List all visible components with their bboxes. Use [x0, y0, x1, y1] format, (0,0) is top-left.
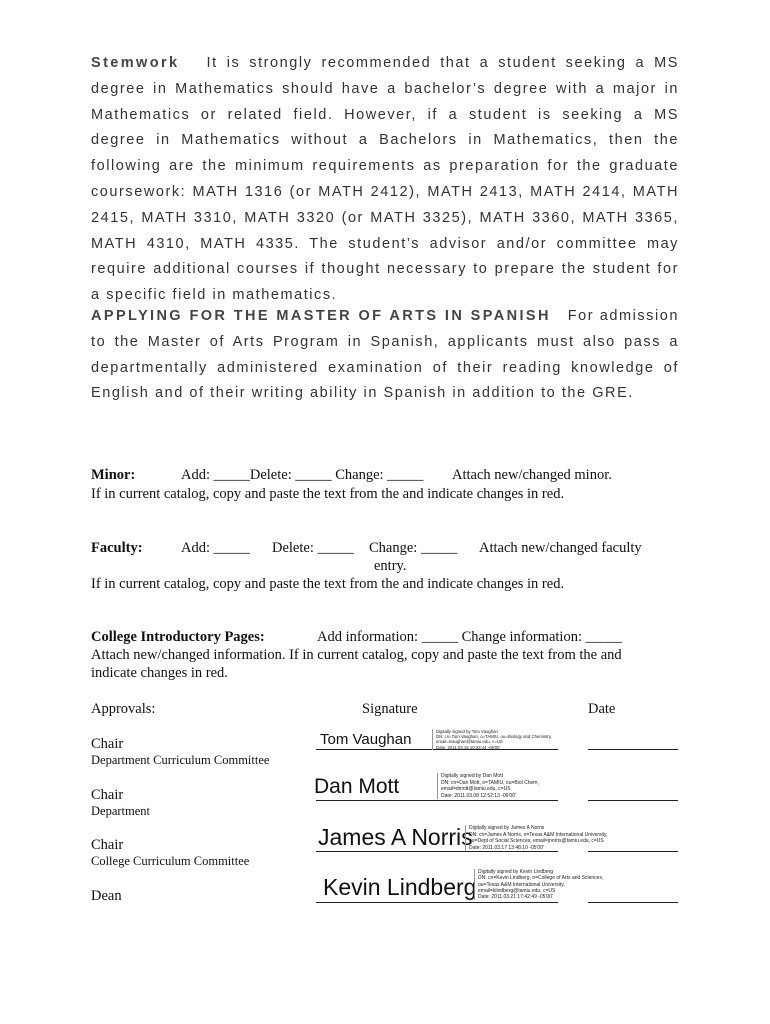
- minor-attach: Attach new/changed minor.: [452, 467, 612, 483]
- college-label: College Introductory Pages:: [91, 629, 265, 645]
- college-options: Add information: _____ Change information: _____: [317, 629, 622, 645]
- stemwork-heading: Stemwork: [91, 55, 180, 71]
- date-line: [588, 749, 678, 750]
- date-header: Date: [588, 701, 616, 717]
- college-line3: indicate changes in red.: [91, 665, 228, 681]
- faculty-attach-continued: entry.: [374, 558, 407, 574]
- minor-options: Add: _____Delete: _____ Change: _____: [181, 467, 424, 483]
- approval-role: Chair: [91, 787, 124, 803]
- signature-line: [316, 800, 558, 801]
- approval-role: Chair: [91, 837, 124, 853]
- spanish-paragraph: [91, 304, 679, 407]
- signature-name: James A Norris: [318, 824, 473, 850]
- approval-role: Dean: [91, 888, 122, 904]
- digital-signature-details: Digitally signed by Tom Vaughan DN: cn=Tom Vaughan, o=TAMIU, ou=Biology and Chemistry, email=tvaughan@tamiu.edu, c=US Date: 2011.03.15 10:23:44 -06'00': [432, 729, 552, 750]
- signature-name: Dan Mott: [314, 775, 400, 798]
- college-line2: Attach new/changed information. If in current catalog, copy and paste the text from the and: [91, 647, 622, 663]
- minor-label: Minor:: [91, 467, 136, 483]
- approvals-header: Approvals:: [91, 701, 156, 717]
- spanish-body: For admission to the Master of Arts Program in Spanish, applicants must also pass a departmentally administered examination of their reading knowledge of English and of their writing ability in Spanish in addition to the GRE.: [91, 308, 679, 402]
- faculty-delete: Delete: _____: [272, 540, 354, 556]
- minor-note: If in current catalog, copy and paste the text from the and indicate changes in red.: [91, 486, 565, 502]
- faculty-add: Add: _____: [181, 540, 250, 556]
- faculty-label: Faculty:: [91, 540, 143, 556]
- faculty-note: If in current catalog, copy and paste the text from the and indicate changes in red.: [91, 576, 565, 592]
- approval-body: Department Curriculum Committee: [91, 753, 270, 767]
- signature-header: Signature: [362, 701, 418, 717]
- signature-name: Kevin Lindberg: [323, 874, 477, 900]
- digital-signature-details: Digitally signed by Dan Mott DN: cn=Dan Mott, o=TAMIU, ou=Biol Chem, email=dmott@tamiu.edu, c=US Date: 2011.03.08 12:52:13 -06'00': [437, 773, 539, 799]
- signature-name: Tom Vaughan: [320, 731, 412, 748]
- faculty-attach: Attach new/changed faculty: [479, 540, 642, 556]
- signature-line: [316, 902, 558, 903]
- spanish-heading: APPLYING FOR THE MASTER OF ARTS IN SPANISH: [91, 308, 551, 324]
- faculty-change: Change: _____: [369, 540, 458, 556]
- digital-signature-details: Digitally signed by James A Norris DN: cn=James A Norris, o=Texas A&M International University, ou=Dept of Social Sciences, email=jnorris@tamiu.edu, c=US Date: 2011.03.17 13:48:10 -05'00': [465, 825, 608, 851]
- approval-body: Department: [91, 804, 151, 818]
- stemwork-paragraph: [91, 51, 679, 309]
- approval-role: Chair: [91, 736, 124, 752]
- date-line: [588, 800, 678, 801]
- stemwork-body: It is strongly recommended that a student seeking a MS degree in Mathematics should have a bachelor’s degree with a major in Mathematics or related field. However, if a student is seeking a MS degree in Mathematics without a Bachelors in Mathematics, then the following are the minimum requirements as preparation for the graduate coursework: MATH 1316 (or MATH 2412), MATH 2413, MATH 2414, MATH 2415, MATH 3310, MATH 3320 (or MATH 3325), MATH 3360, MATH 3365, MATH 4310, MATH 4335. The student’s advisor and/or committee may require additional courses if thought necessary to prepare the student for a specific field in mathematics.: [91, 55, 679, 304]
- digital-signature-details: Digitally signed by Kevin Lindberg DN: cn=Kevin Lindberg, o=College of Arts and Sciences, ou=Texas A&M International University, email=klindberg@tamiu.edu, c=US Date: 2011.03.21 17:42:49 -05'00': [474, 869, 603, 900]
- date-line: [588, 902, 678, 903]
- approval-body: College Curriculum Committee: [91, 854, 250, 868]
